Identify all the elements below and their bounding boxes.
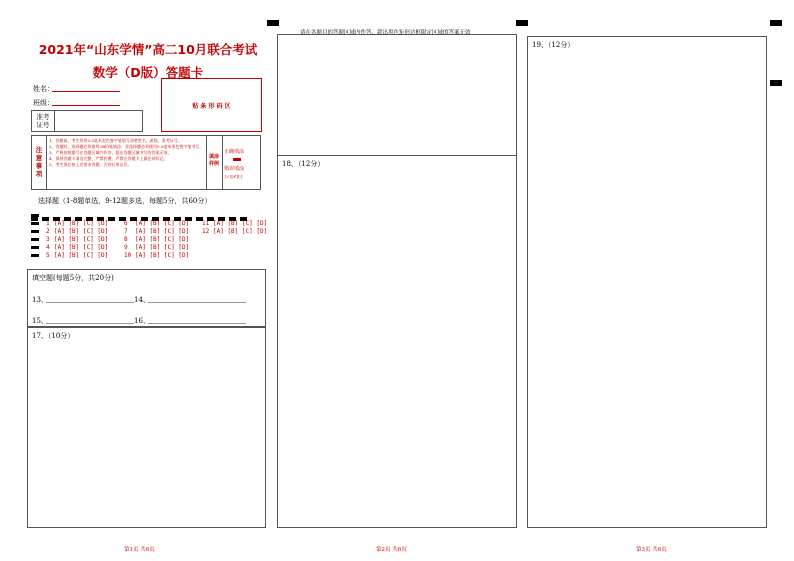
q13-label: 13、 [32, 296, 48, 304]
registration-mark-top-left [267, 20, 279, 26]
sheet-title: 2021年“山东学情”高二10月联合考试 [38, 42, 258, 57]
page-number-2: 第2页 共6页 [376, 547, 407, 553]
choice-options[interactable]: [A] [B] [C] [D] [54, 220, 109, 227]
choice-options[interactable]: [A] [B] [C] [D] [135, 252, 190, 259]
choice-options[interactable]: [A] [B] [C] [D] [54, 228, 109, 235]
choice-options[interactable]: [A] [B] [C] [D] [213, 220, 268, 227]
registration-mark-top-right [770, 20, 782, 26]
q17-continued-area[interactable] [277, 34, 517, 156]
page-number-1: 第1页 共6页 [124, 547, 155, 553]
row-timing-mark [31, 246, 39, 249]
choice-options[interactable]: [A] [B] [C] [D] [135, 228, 190, 235]
q15-answer-line[interactable] [46, 323, 134, 324]
class-label: 班级： [33, 99, 54, 107]
exam-number-box[interactable] [31, 110, 143, 132]
choice-row[interactable]: 12 [A] [B] [C] [D] [202, 228, 268, 235]
choice-row[interactable]: 2 [A] [B] [C] [D] [46, 228, 109, 235]
choice-options[interactable]: [A] [B] [C] [D] [135, 220, 190, 227]
choice-row[interactable]: 1 [A] [B] [C] [D] [46, 220, 109, 227]
q14-label: 14、 [134, 296, 150, 304]
fill-blank-section [27, 269, 266, 327]
correct-fill-sample [233, 158, 241, 161]
sheet-subtitle: 数学（D版）答题卡 [92, 65, 204, 80]
choice-row[interactable]: 9 [A] [B] [C] [D] [124, 244, 190, 251]
notes-label: 注意事项 [35, 146, 43, 178]
wrong-fill-label: 错误填涂 [224, 166, 245, 172]
choice-options[interactable]: [A] [B] [C] [D] [135, 236, 190, 243]
choice-options[interactable]: [A] [B] [C] [D] [135, 244, 190, 251]
choice-row[interactable]: 4 [A] [B] [C] [D] [46, 244, 109, 251]
choice-options[interactable]: [A] [B] [C] [D] [54, 236, 109, 243]
q19-label: 19、（12分） [532, 41, 575, 49]
name-field[interactable] [52, 91, 120, 92]
q16-label: 16、 [134, 317, 150, 325]
q14-answer-line[interactable] [148, 302, 246, 303]
q16-answer-line[interactable] [148, 323, 246, 324]
q13-answer-line[interactable] [46, 302, 134, 303]
registration-mark-right-side [770, 80, 782, 86]
row-timing-mark [31, 214, 39, 217]
choice-heading: 选择题（1-8题单选，9-12题多选，每题5分，共60分） [38, 197, 212, 205]
choice-options[interactable]: [A] [B] [C] [D] [54, 244, 109, 251]
choice-row[interactable]: 8 [A] [B] [C] [D] [124, 236, 190, 243]
choice-row[interactable]: 6 [A] [B] [C] [D] [124, 220, 190, 227]
row-timing-mark [31, 230, 39, 233]
choice-row[interactable]: 10 [A] [B] [C] [D] [124, 252, 190, 259]
note-line: 5、考生务必按上述要求答题，否则后果自负。 [49, 162, 132, 167]
row-timing-mark [31, 254, 39, 257]
q18-answer-area[interactable] [277, 155, 517, 528]
exam-number-label: 准考证号 [36, 113, 50, 129]
page-number-3: 第3页 共6页 [636, 547, 667, 553]
choice-row[interactable]: 3 [A] [B] [C] [D] [46, 236, 109, 243]
registration-mark-top-middle [516, 20, 528, 26]
choice-row[interactable]: 5 [A] [B] [C] [D] [46, 252, 109, 259]
fill-example-label: 填涂样例 [208, 154, 219, 167]
q17-label: 17、（10分） [32, 332, 75, 340]
q17-answer-area[interactable] [27, 327, 266, 528]
note-line: 4、保持答题卡清洁完整，严禁折叠，严禁在答题卡上做任何标记。 [49, 156, 168, 161]
note-line: 2、答题时，选择题必须使用2B铅笔填涂；非选择题必须使用0.5毫米黑色签字笔书写， [49, 144, 204, 149]
choice-options[interactable]: [A] [B] [C] [D] [54, 252, 109, 259]
note-line: 3、严格按照题号在答题区域内作答，超出答题区域书写的答案无效， [49, 150, 172, 155]
note-line: 1、答题前，考生须用0.5毫米黑色签字笔填写清楚姓名、班级、准考证号， [49, 138, 182, 143]
choice-row[interactable]: 11 [A] [B] [C] [D] [202, 220, 268, 227]
name-label: 姓名： [33, 85, 54, 93]
q15-label: 15、 [32, 317, 48, 325]
correct-fill-label: 正确填涂 [224, 149, 245, 155]
top-notice: 请在各题目的答题区域内作答，超出黑色矩形边框限定区域的答案无效 [300, 30, 471, 36]
barcode-area [161, 78, 262, 132]
wrong-fill-sample: [✓][✗][-] [225, 174, 243, 179]
q18-label: 18、（12分） [282, 160, 325, 168]
fill-heading: 填空题(每题5分，共20分) [32, 274, 114, 282]
barcode-label: 贴 条 形 码 区 [192, 103, 231, 110]
row-timing-mark [31, 238, 39, 241]
row-timing-mark [31, 222, 39, 225]
choice-options[interactable]: [A] [B] [C] [D] [213, 228, 268, 235]
class-field[interactable] [52, 105, 120, 106]
q19-answer-area[interactable] [527, 36, 767, 528]
notes-box [31, 135, 261, 190]
choice-row[interactable]: 7 [A] [B] [C] [D] [124, 228, 190, 235]
